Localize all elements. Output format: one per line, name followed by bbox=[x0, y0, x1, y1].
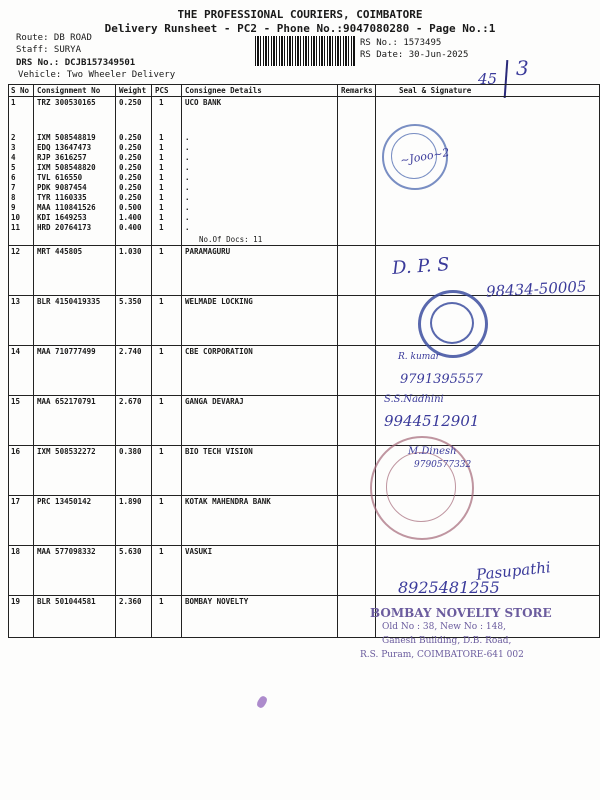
handwritten-page: 3 bbox=[516, 56, 529, 80]
row-consignee: UCO BANK bbox=[185, 98, 222, 107]
stamp-line-1: BOMBAY NOVELTY STORE bbox=[370, 606, 552, 620]
row-consignment: MAA 110841526 bbox=[37, 203, 96, 212]
row-sno: 1 bbox=[11, 98, 16, 107]
row-consignment: EDQ 13647473 bbox=[37, 143, 92, 152]
row-weight: 2.740 bbox=[119, 347, 142, 356]
row-weight: 5.630 bbox=[119, 547, 142, 556]
row-consignment: KDI 1649253 bbox=[37, 213, 87, 222]
welmade-stamp bbox=[418, 290, 488, 358]
row-consignment: IXM 508548819 bbox=[37, 133, 96, 142]
row-weight: 0.400 bbox=[119, 223, 142, 232]
row-divider bbox=[9, 395, 599, 396]
row-consignment: MRT 445805 bbox=[37, 247, 83, 256]
row-consignment: BLR 4150419335 bbox=[37, 297, 101, 306]
row-consignee: . bbox=[185, 213, 190, 222]
barcode bbox=[255, 36, 355, 66]
row-divider bbox=[9, 345, 599, 346]
row-sno: 18 bbox=[11, 547, 21, 556]
row-pcs: 1 bbox=[159, 213, 164, 222]
rs-date: RS Date: 30-Jun-2025 bbox=[360, 50, 469, 60]
row-consignee: . bbox=[185, 153, 190, 162]
row-sno: 6 bbox=[11, 173, 16, 182]
row-pcs: 1 bbox=[159, 597, 164, 606]
row-consignee: KOTAK MAHENDRA BANK bbox=[185, 497, 271, 506]
handwritten-signature-14: R. kumar bbox=[398, 352, 440, 362]
row-divider bbox=[9, 595, 599, 596]
handwritten-phone-16: 9790577332 bbox=[414, 460, 472, 470]
row-sno: 19 bbox=[11, 597, 21, 606]
courier-title: THE PROFESSIONAL COURIERS, COIMBATORE bbox=[177, 8, 423, 21]
row-pcs: 1 bbox=[159, 447, 164, 456]
rs-number: RS No.: 1573495 bbox=[360, 38, 442, 48]
uco-signature: ~Jooo~2 bbox=[399, 145, 451, 168]
row-consignee: CBE CORPORATION bbox=[185, 347, 253, 356]
row-weight: 0.250 bbox=[119, 98, 142, 107]
row-consignee: . bbox=[185, 223, 190, 232]
row-weight: 0.250 bbox=[119, 153, 142, 162]
row-consignment: RJP 3616257 bbox=[37, 153, 87, 162]
row-sno: 10 bbox=[11, 213, 21, 222]
row-consignee: GANGA DEVARAJ bbox=[185, 397, 244, 406]
row-sno: 14 bbox=[11, 347, 21, 356]
row-pcs: 1 bbox=[159, 497, 164, 506]
docs-count: No.Of Docs: 11 bbox=[199, 235, 263, 244]
header-seal: Seal & Signature bbox=[399, 86, 472, 95]
vehicle-label: Vehicle: Two Wheeler Delivery bbox=[18, 70, 176, 80]
header-weight: Weight bbox=[119, 86, 147, 95]
row-sno: 8 bbox=[11, 193, 16, 202]
handwritten-count: 45 bbox=[478, 70, 498, 88]
row-pcs: 1 bbox=[159, 397, 164, 406]
row-pcs: 1 bbox=[159, 183, 164, 192]
row-sno: 3 bbox=[11, 143, 16, 152]
row-sno: 17 bbox=[11, 497, 21, 506]
row-pcs: 1 bbox=[159, 173, 164, 182]
row-consignee: . bbox=[185, 203, 190, 212]
row-weight: 0.380 bbox=[119, 447, 142, 456]
row-weight: 0.250 bbox=[119, 173, 142, 182]
staff-label: Staff: SURYA bbox=[16, 45, 82, 55]
row-consignment: IXM 508532272 bbox=[37, 447, 96, 456]
stamp-line-2: Old No : 38, New No : 148, bbox=[382, 622, 506, 632]
runsheet-title: Delivery Runsheet - PC2 - Phone No.:9047080280 - Page No.:1 bbox=[104, 22, 496, 35]
row-sno: 4 bbox=[11, 153, 16, 162]
row-pcs: 1 bbox=[159, 547, 164, 556]
header-consignee: Consignee Details bbox=[185, 86, 262, 95]
row-divider bbox=[9, 245, 599, 246]
handwritten-phone-12: 98434-50005 bbox=[485, 277, 587, 301]
row-consignee: VASUKI bbox=[185, 547, 213, 556]
row-weight: 1.890 bbox=[119, 497, 142, 506]
row-consignee: BIO TECH VISION bbox=[185, 447, 253, 456]
row-weight: 1.030 bbox=[119, 247, 142, 256]
row-weight: 0.250 bbox=[119, 163, 142, 172]
ink-smudge bbox=[256, 695, 269, 709]
row-sno: 11 bbox=[11, 223, 21, 232]
row-pcs: 1 bbox=[159, 153, 164, 162]
row-consignment: TYR 1160335 bbox=[37, 193, 87, 202]
route-label: Route: DB ROAD bbox=[16, 33, 92, 43]
row-consignment: PDK 9087454 bbox=[37, 183, 87, 192]
stamp-line-3: Ganesh Building, D.B. Road, bbox=[382, 636, 512, 646]
row-weight: 0.250 bbox=[119, 143, 142, 152]
row-consignment: BLR 501044581 bbox=[37, 597, 96, 606]
row-consignee: PARAMAGURU bbox=[185, 247, 231, 256]
row-sno: 5 bbox=[11, 163, 16, 172]
row-weight: 0.250 bbox=[119, 133, 142, 142]
runsheet-table bbox=[8, 84, 600, 638]
row-sno: 16 bbox=[11, 447, 21, 456]
handwritten-signature-16: M.Dinesh bbox=[408, 446, 457, 457]
row-consignment: HRD 20764173 bbox=[37, 223, 92, 232]
row-sno: 2 bbox=[11, 133, 16, 142]
handwritten-phone-14: 9791395557 bbox=[400, 372, 483, 387]
row-consignment: TRZ 300530165 bbox=[37, 98, 96, 107]
row-consignee: . bbox=[185, 133, 190, 142]
row-consignee: BOMBAY NOVELTY bbox=[185, 597, 249, 606]
row-pcs: 1 bbox=[159, 98, 164, 107]
row-weight: 0.250 bbox=[119, 183, 142, 192]
drs-number: DRS No.: DCJB157349501 bbox=[16, 58, 136, 68]
row-consignment: MAA 710777499 bbox=[37, 347, 96, 356]
row-consignment: IXM 508548820 bbox=[37, 163, 96, 172]
row-pcs: 1 bbox=[159, 347, 164, 356]
row-consignee: . bbox=[185, 183, 190, 192]
handwritten-signature-12: D. P. S bbox=[391, 254, 451, 279]
row-consignee: . bbox=[185, 173, 190, 182]
row-divider bbox=[9, 445, 599, 446]
row-weight: 1.400 bbox=[119, 213, 142, 222]
row-consignment: MAA 652170791 bbox=[37, 397, 96, 406]
row-sno: 9 bbox=[11, 203, 16, 212]
handwritten-signature-18: Pasupathi bbox=[475, 558, 552, 584]
handwritten-phone-15: 9944512901 bbox=[384, 412, 480, 430]
row-pcs: 1 bbox=[159, 203, 164, 212]
row-consignee: . bbox=[185, 163, 190, 172]
row-pcs: 1 bbox=[159, 193, 164, 202]
row-sno: 7 bbox=[11, 183, 16, 192]
row-sno: 15 bbox=[11, 397, 21, 406]
header-sno: S No bbox=[11, 86, 30, 95]
row-pcs: 1 bbox=[159, 247, 164, 256]
row-divider bbox=[9, 495, 599, 496]
row-consignment: PRC 13450142 bbox=[37, 497, 92, 506]
row-weight: 2.670 bbox=[119, 397, 142, 406]
row-consignee: WELMADE LOCKING bbox=[185, 297, 253, 306]
handwritten-phone-18: 8925481255 bbox=[398, 578, 500, 597]
row-divider bbox=[9, 545, 599, 546]
row-sno: 13 bbox=[11, 297, 21, 306]
row-consignee: . bbox=[185, 143, 190, 152]
row-pcs: 1 bbox=[159, 163, 164, 172]
header-remarks: Remarks bbox=[341, 86, 373, 95]
row-consignment: MAA 577098332 bbox=[37, 547, 96, 556]
row-weight: 0.500 bbox=[119, 203, 142, 212]
row-consignee: . bbox=[185, 193, 190, 202]
header-pcs: PCS bbox=[155, 86, 169, 95]
row-pcs: 1 bbox=[159, 297, 164, 306]
header-consignment: Consignment No bbox=[37, 86, 101, 95]
row-sno: 12 bbox=[11, 247, 21, 256]
handwritten-signature-15: S.S.Nadhini bbox=[384, 394, 444, 405]
stamp-line-4: R.S. Puram, COIMBATORE-641 002 bbox=[360, 650, 524, 660]
row-consignment: TVL 616550 bbox=[37, 173, 83, 182]
row-pcs: 1 bbox=[159, 143, 164, 152]
row-weight: 5.350 bbox=[119, 297, 142, 306]
row-weight: 2.360 bbox=[119, 597, 142, 606]
row-pcs: 1 bbox=[159, 223, 164, 232]
row-pcs: 1 bbox=[159, 133, 164, 142]
row-weight: 0.250 bbox=[119, 193, 142, 202]
